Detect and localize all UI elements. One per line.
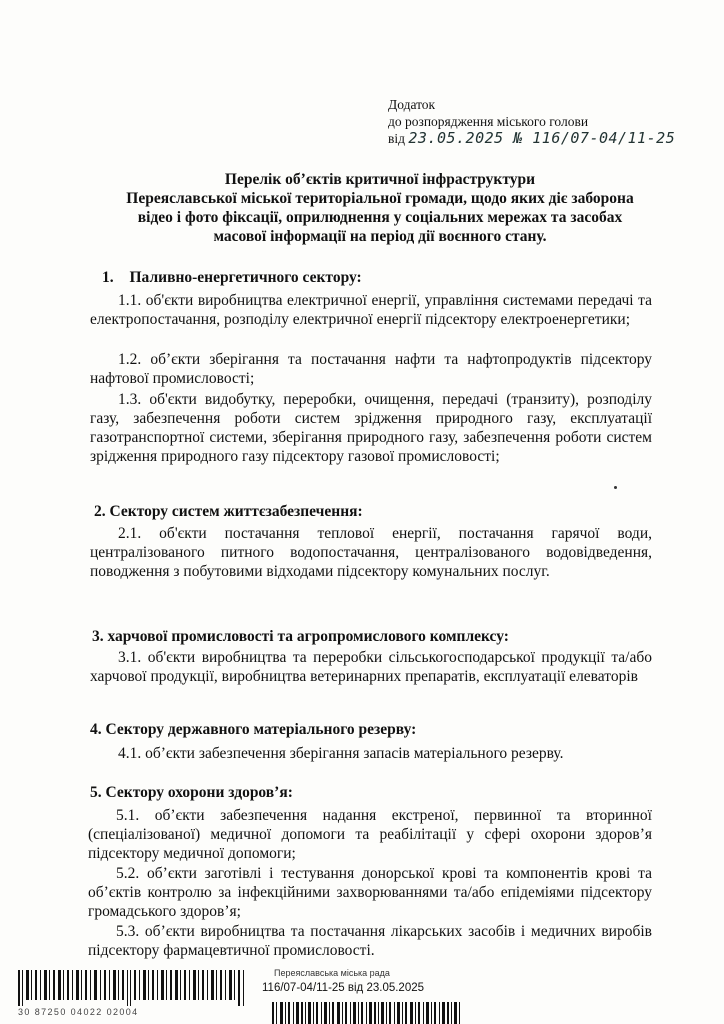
paragraph-5-3: 5.3. об’єкти виробництва та постачання лікарських засобів і медичних виробів підсектору фармацевтичної промисловості. bbox=[88, 923, 652, 959]
title-line-1: Перелік об’єктів критичної інфраструктури bbox=[224, 171, 536, 188]
paragraph-1-3: 1.3. об'єкти видобутку, переробки, очищення, передачі (транзиту), розподілу газу, забезпечення роботи систем зрідження природного газу, експлуатації газотранспортної системи, зберігання природного газу, забезпечення роботи систем зрідження природного газу підсектору газової промисловості; bbox=[90, 391, 652, 465]
section-3-heading: 3. харчової промисловості та агропромислового комплексу: bbox=[92, 628, 509, 645]
section-1-heading bbox=[102, 268, 362, 287]
section-4-heading: 4. Сектору державного матеріального резерву: bbox=[90, 721, 417, 738]
barcode-number: 30 87250 04022 02004 bbox=[18, 1007, 139, 1017]
annex-date-line bbox=[388, 130, 675, 147]
annex-title: Додаток bbox=[388, 97, 436, 112]
left-barcode bbox=[18, 970, 250, 1006]
scan-dot bbox=[614, 486, 617, 489]
footer-org: Переяславська міська рада bbox=[274, 968, 390, 978]
section-2-heading: 2. Сектору систем життєзабезпечення: bbox=[94, 503, 363, 520]
title-line-2: Переяславської міської територіальної громади, щодо яких діє заборона bbox=[126, 190, 634, 207]
document-title bbox=[100, 170, 660, 246]
annex-line: до розпорядження міського голови bbox=[388, 114, 589, 129]
paragraph-5-2: 5.2. об’єкти заготівлі і тестування донорської крові та компонентів крові та об’єктів контролю за інфекційними захворюваннями та/або епідеміями підсектору громадського здоров’я; bbox=[88, 865, 652, 920]
footer-registration: 116/07-04/11-25 від 23.05.2025 bbox=[262, 982, 425, 994]
annex-block bbox=[388, 96, 675, 147]
footer-stamp bbox=[262, 968, 425, 994]
paragraph-5-1: 5.1. об’єкти забезпечення надання екстреної, первинної та вторинної (спеціалізованої) медичної допомоги та реабілітації у сфері охорони здоров’я підсектору медичної допомоги; bbox=[88, 807, 652, 862]
footer-barcode bbox=[272, 1002, 462, 1024]
handwritten-number: 23.05.2025 № 116/07-04/11-25 bbox=[408, 129, 676, 147]
left-barcode-block bbox=[18, 970, 250, 1017]
section-1-title: Паливно-енергетичного сектору: bbox=[129, 269, 362, 286]
title-line-4: масової інформації на період дії воєнного стану. bbox=[213, 228, 547, 245]
paragraph-1-2: 1.2. об’єкти зберігання та постачання нафти та нафтопродуктів підсектору нафтової промисловості; bbox=[90, 351, 652, 387]
section-1-number: 1. bbox=[102, 269, 114, 286]
paragraph-1-1: 1.1. об'єкти виробництва електричної енергії, управління системами передачі та електропостачання, розподілу електричної енергії підсектору електроенергетики; bbox=[90, 292, 652, 328]
paragraph-3-1: 3.1. об'єкти виробництва та переробки сільськогосподарської продукції та/або харчової продукції, виробництва ветеринарних препаратів, експлуатації елеваторів bbox=[90, 649, 652, 685]
paragraph-4-1: 4.1. об’єкти забезпечення зберігання запасів матеріального резерву. bbox=[118, 745, 564, 762]
annex-prefix: від bbox=[388, 131, 405, 146]
title-line-3: відео і фото фіксації, оприлюднення у соціальних мережах та засобах bbox=[137, 209, 623, 226]
section-5-heading: 5. Сектору охорони здоров’я: bbox=[90, 784, 293, 801]
paragraph-2-1: 2.1. об'єкти постачання теплової енергії, постачання гарячої води, централізованого питного водопостачання, централізованого водовідведення, поводження з побутовими відходами підсектору комунальних послуг. bbox=[90, 525, 652, 580]
